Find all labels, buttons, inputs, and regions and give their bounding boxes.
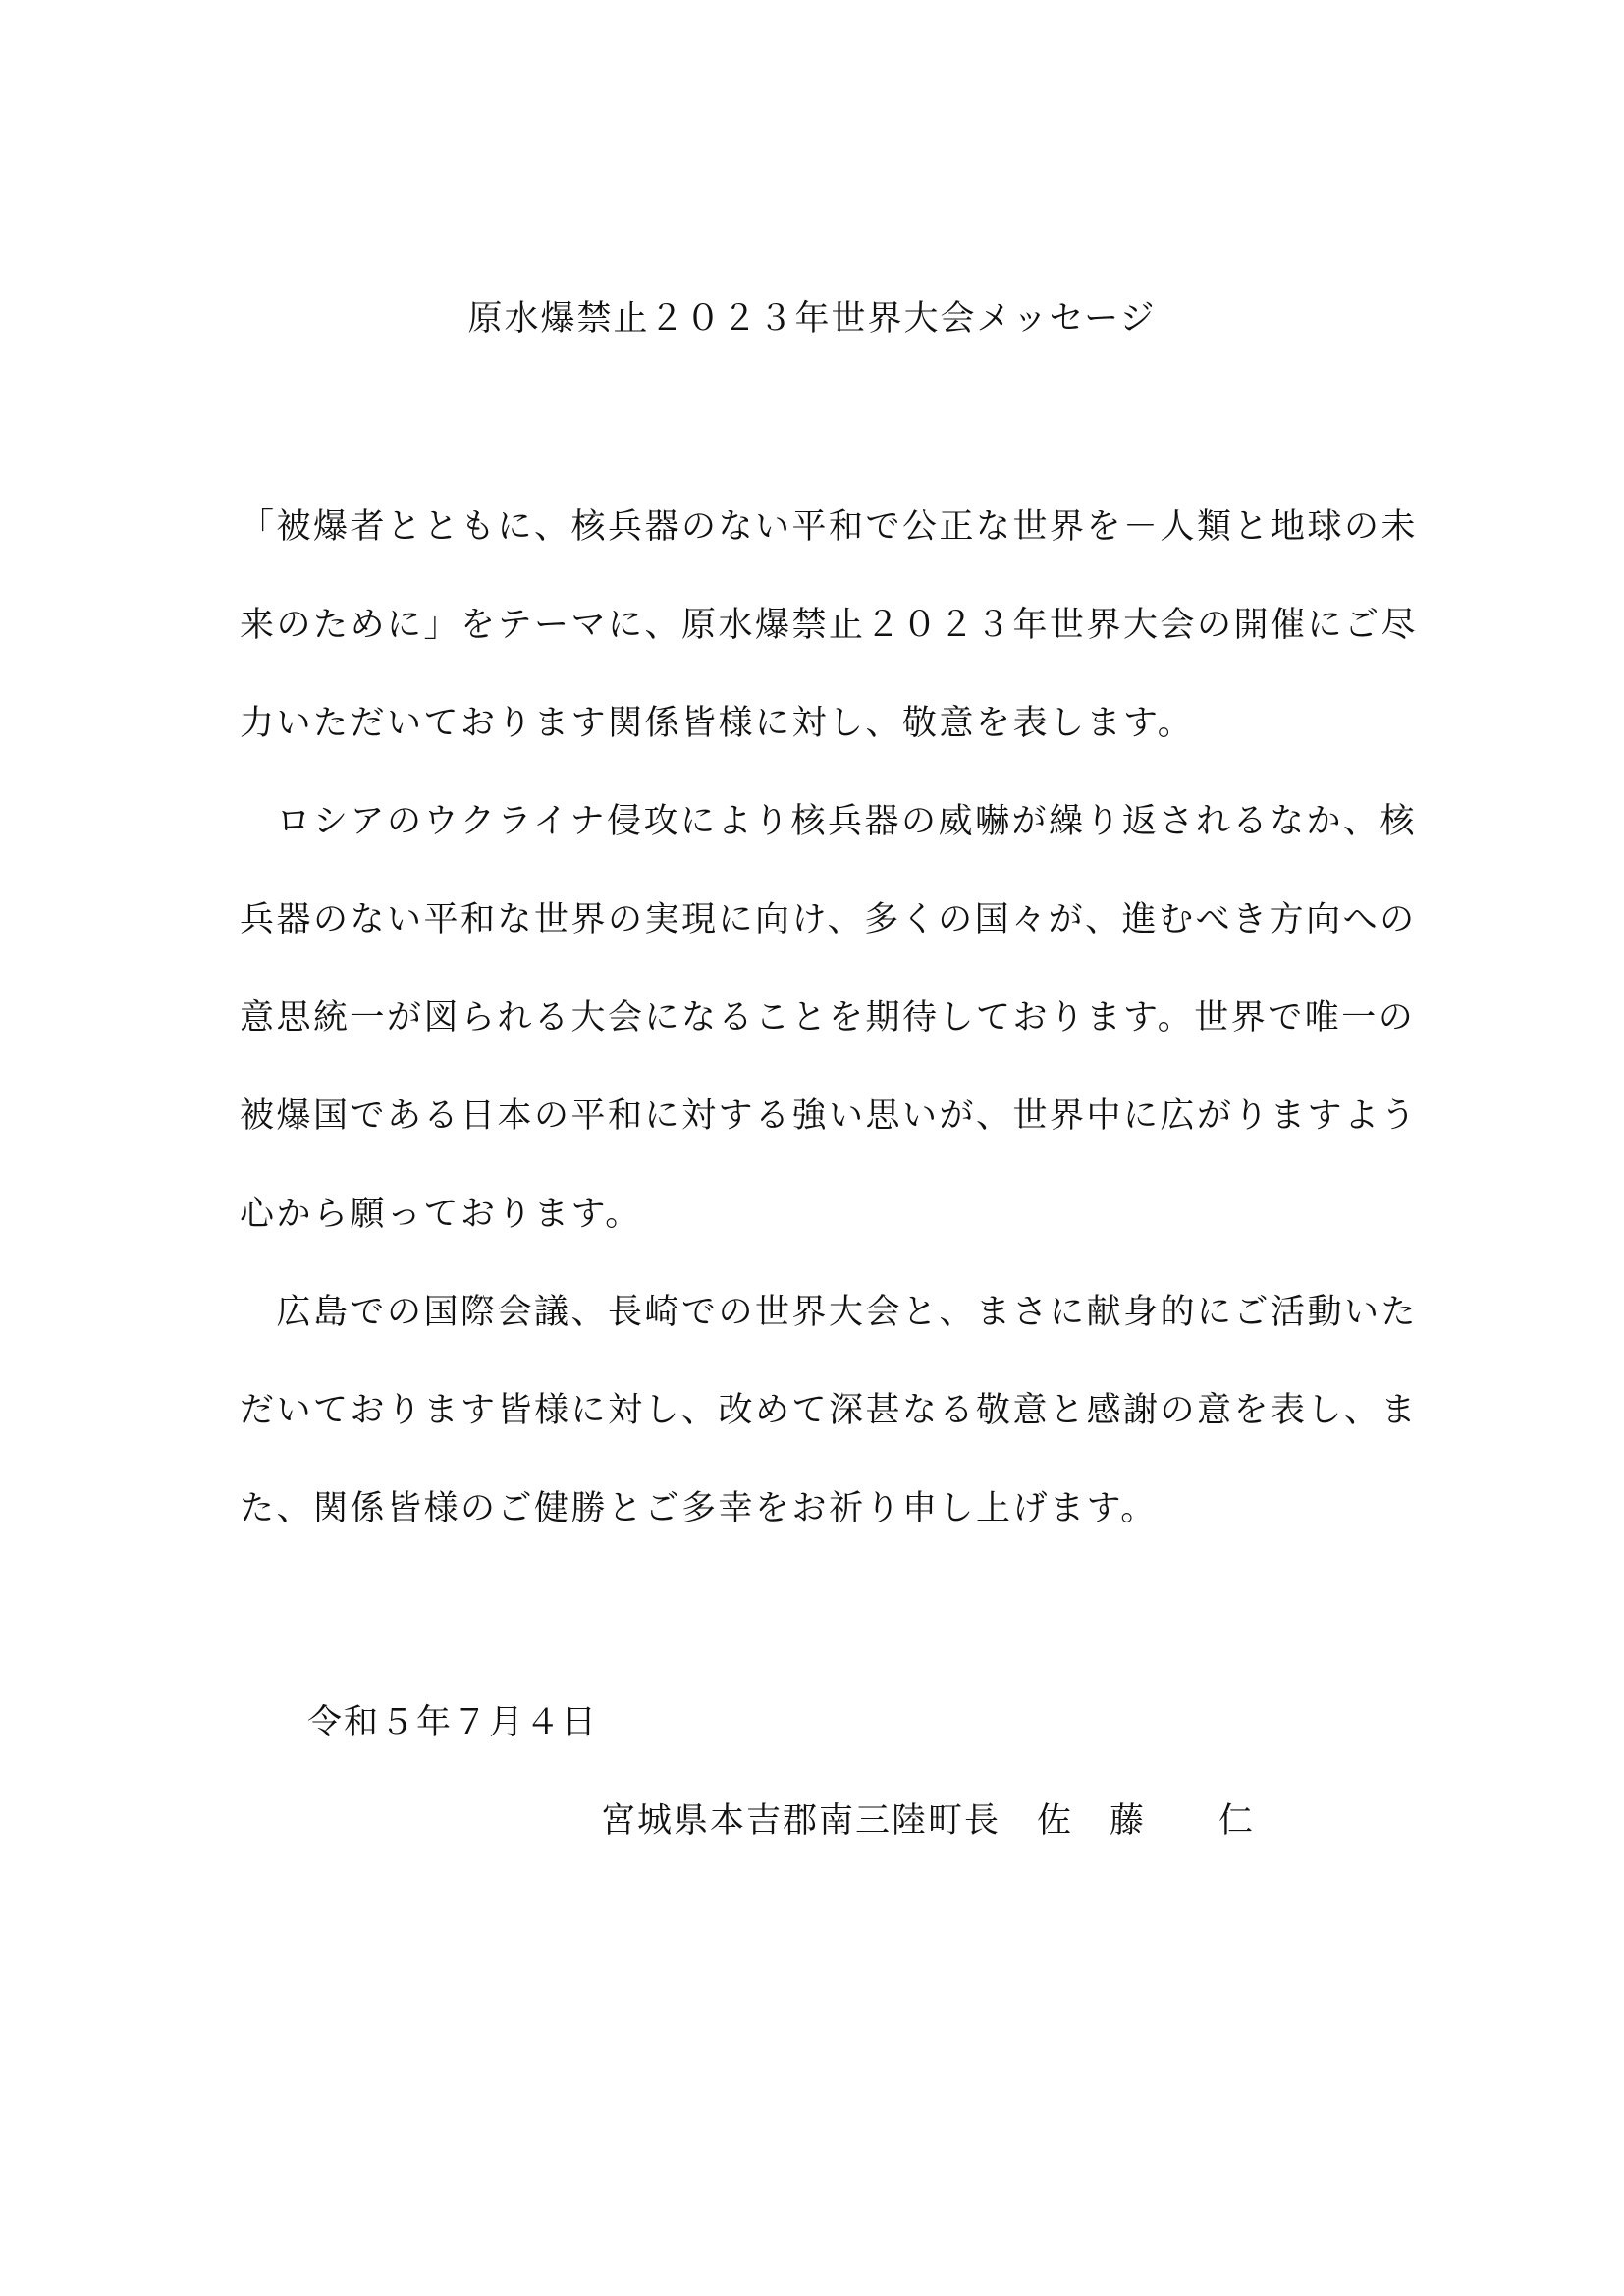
- body-line-11: た、関係皆様のご健勝とご多幸をお祈り申し上げます。: [240, 1489, 1158, 1528]
- document-title: 原水爆禁止２０２３年世界大会メッセージ: [467, 299, 1157, 339]
- body-line-6: 意思統一が図られる大会になることを期待しております。世界で唯一の: [240, 998, 1416, 1038]
- body-line-1: 「被爆者とともに、核兵器のない平和で公正な世界を－人類と地球の未: [240, 507, 1419, 547]
- body-line-7: 被爆国である日本の平和に対する強い思いが、世界中に広がりますよう: [240, 1096, 1419, 1136]
- document-date: 令和５年７月４日: [307, 1703, 599, 1742]
- body-line-8: 心から願っております。: [240, 1195, 642, 1234]
- body-line-9: 広島での国際会議、長崎での世界大会と、まさに献身的にご活動いた: [240, 1293, 1419, 1332]
- document-signature: 宮城県本吉郡南三陸町長 佐 藤 仁: [601, 1801, 1256, 1841]
- body-line-10: だいております皆様に対し、改めて深甚なる敬意と感謝の意を表し、ま: [240, 1391, 1419, 1430]
- body-line-3: 力いただいております関係皆様に対し、敬意を表します。: [240, 704, 1195, 743]
- body-line-2: 来のために」をテーマに、原水爆禁止２０２３年世界大会の開催にご尽: [240, 606, 1419, 645]
- body-line-4: ロシアのウクライナ侵攻により核兵器の威嚇が繰り返されるなか、核: [240, 802, 1417, 841]
- body-line-5: 兵器のない平和な世界の実現に向け、多くの国々が、進むべき方向への: [240, 900, 1417, 939]
